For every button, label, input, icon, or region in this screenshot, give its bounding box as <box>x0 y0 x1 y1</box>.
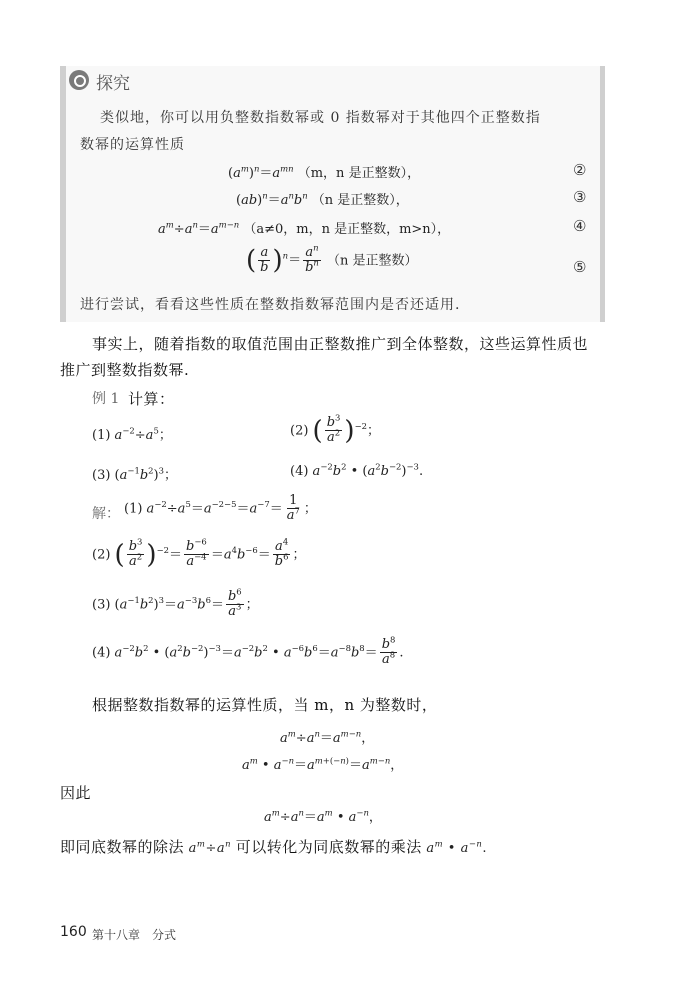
solution-3: (3) $(a^{-1}b^2)^3=a^{-3}b^6=$ $\frac{b^6}{a^3}$ ； <box>92 586 259 620</box>
equation-5-formula: ( $\frac{a}{b}$ )$^n$＝ $\frac{a^n}{b^n}$ <box>246 242 319 276</box>
explore-outro: 进行尝试，看看这些性质在整数指数幂范围内是否还适用. <box>80 297 461 313</box>
equation-3 <box>236 189 409 208</box>
conclusion-expression-a: $a^m\div a^n$ <box>188 838 232 856</box>
solution-2: (2) ( $\frac{b^3}{a^2}$ )$^{-2}$＝ $\frac{b^{-6}}{a^{-4}}$ $=a^4b^{-6}=$ $\frac{a^4}{b^6}$ ； <box>92 536 306 570</box>
chapter-title: 第十八章 分式 <box>92 928 177 942</box>
equation-4-formula: $a^m\div a^n=a^{m-n}$ <box>158 219 240 237</box>
explore-intro-line1: 类似地，你可以用负整数指数幂或 0 指数幂对于其他四个正整数指 <box>100 110 541 126</box>
identity-1: $a^m\div a^n=a^{m-n}$， <box>280 728 375 746</box>
example-task: 计算： <box>128 390 175 408</box>
paragraph-1-line2: 推广到整数指数幂. <box>60 361 190 379</box>
equation-5-number: ⑤ <box>573 258 587 276</box>
identity-3: $a^m\div a^n=a^m$ • $a^{-n}$， <box>264 807 382 825</box>
conclusion-expression-b: $a^m$ • $a^{-n}$. <box>426 838 487 856</box>
solution-1: (1) $a^{-2}\div a^5=a^{-2-5}=a^{-7}=$ $\frac{1}{a^7}$ ； <box>124 493 317 524</box>
example-label: 例 1 <box>92 391 120 407</box>
problem-2: (2) ( $\frac{b^3}{a^2}$ )$^{-2}$； <box>290 412 381 446</box>
equation-2-formula: $(a^m)^n=a^{mn}$ <box>228 163 294 181</box>
equation-5-note: （n 是正整数） <box>327 253 418 269</box>
equation-4-number: ④ <box>573 217 587 235</box>
therefore-text: 因此 <box>60 784 92 802</box>
paragraph-2: 根据整数指数幂的运算性质，当 m，n 为整数时， <box>92 696 438 714</box>
explore-right-bar <box>600 66 605 322</box>
paragraph-1-line1: 事实上，随着指数的取值范围由正整数推广到全体整数，这些运算性质也 <box>92 335 589 353</box>
problem-3: (3) $(a^{-1}b^2)^3$； <box>92 465 178 483</box>
explore-title: 探究 <box>96 74 130 94</box>
solution-4: (4) $a^{-2}b^2$ • $(a^2b^{-2})^{-3}=a^{-2}b^2$ • $a^{-6}b^6=a^{-8}b^8=$ $\frac{b^8}{a^8}$ . <box>92 634 404 668</box>
equation-3-note: （n 是正整数）， <box>311 193 409 208</box>
explore-icon <box>69 70 89 90</box>
equation-3-number: ③ <box>573 188 587 206</box>
solution-label: 解： <box>92 506 120 522</box>
equation-2 <box>228 162 420 181</box>
equation-4 <box>158 218 450 237</box>
problem-1: (1) $a^{-2}\div a^5$； <box>92 425 172 443</box>
equation-4-note: （a≠0，m，n 是正整数，m>n）， <box>243 222 451 237</box>
conclusion-part-a: 即同底数幂的除法 <box>60 838 185 856</box>
equation-2-number: ② <box>573 161 587 179</box>
conclusion-part-b: 可以转化为同底数幂的乘法 <box>235 838 422 856</box>
conclusion <box>60 836 487 857</box>
explore-intro-line2: 数幂的运算性质 <box>80 137 185 153</box>
explore-left-bar <box>60 66 66 322</box>
page-number: 160 <box>60 924 87 940</box>
problem-4: (4) $a^{-2}b^2$ • $(a^2b^{-2})^{-3}$. <box>290 461 424 479</box>
identity-2: $a^m$ • $a^{-n}=a^{m+(-n)}=a^{m-n}$， <box>242 755 404 773</box>
equation-3-formula: $(ab)^n=a^nb^n$ <box>236 190 308 208</box>
equation-2-note: （m，n 是正整数）， <box>297 166 421 181</box>
equation-5 <box>246 242 418 276</box>
